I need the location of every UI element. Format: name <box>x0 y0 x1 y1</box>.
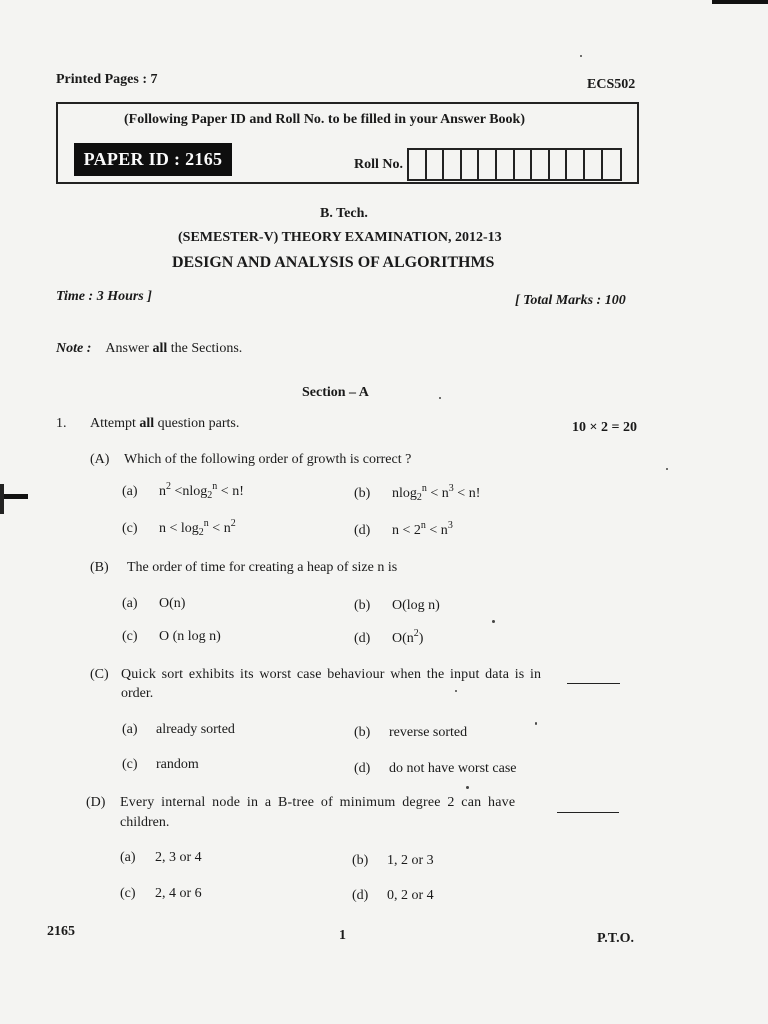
note-label: Note : <box>56 341 92 356</box>
part-c-label: (C) <box>90 667 109 682</box>
option-label: (c) <box>122 629 138 644</box>
total-marks: [ Total Marks : 100 <box>515 293 626 308</box>
option-label: (c) <box>120 886 136 901</box>
part-a-label: (A) <box>90 452 110 467</box>
scan-speck <box>492 620 495 623</box>
scan-margin-mark-vertical <box>0 484 4 514</box>
roll-no-cell[interactable] <box>603 150 621 179</box>
instruction-text-end: question parts. <box>154 416 240 431</box>
option-label: (a) <box>122 722 138 737</box>
roll-no-label: Roll No. <box>354 157 403 172</box>
note-text: Answer <box>105 341 153 356</box>
option-label: (b) <box>352 853 369 868</box>
scan-speck <box>535 722 537 725</box>
option-text: 2, 3 or 4 <box>155 850 202 865</box>
option-label: (a) <box>122 484 138 499</box>
option-label: (b) <box>354 486 371 501</box>
scan-speck <box>580 55 582 57</box>
part-c-question-cont: order. <box>121 686 154 701</box>
roll-no-cell[interactable] <box>515 150 533 179</box>
option-label: (a) <box>120 850 136 865</box>
option-text: $n^2 <nlog_2^n < n$! <box>159 481 244 501</box>
option-label: (d) <box>352 888 369 903</box>
roll-no-cell[interactable] <box>532 150 550 179</box>
question-number: 1. <box>56 416 67 431</box>
exam-time: Time : 3 Hours ] <box>56 289 152 304</box>
exam-title: (SEMESTER-V) THEORY EXAMINATION, 2012-13 <box>178 230 502 245</box>
page-number: 1 <box>339 928 346 943</box>
roll-no-cell[interactable] <box>479 150 497 179</box>
paper-id-label: PAPER ID : 2165 <box>74 143 232 176</box>
option-label: (d) <box>354 631 371 646</box>
roll-no-cell[interactable] <box>409 150 427 179</box>
scan-speck <box>455 690 457 692</box>
pto-label: P.T.O. <box>597 931 634 946</box>
section-heading: Section – A <box>302 385 369 400</box>
roll-no-cell[interactable] <box>497 150 515 179</box>
part-b-question: The order of time for creating a heap of size n is <box>127 560 398 575</box>
roll-no-cell[interactable] <box>567 150 585 179</box>
part-d-label: (D) <box>86 795 106 810</box>
roll-no-cell[interactable] <box>444 150 462 179</box>
option-label: (c) <box>122 757 138 772</box>
option-text: reverse sorted <box>389 725 468 740</box>
subject-title: DESIGN AND ANALYSIS OF ALGORITHMS <box>172 254 495 271</box>
option-text: $nlog_2^n < n^3 < n$! <box>392 483 481 503</box>
option-text: random <box>156 757 199 772</box>
option-text: 2, 4 or 6 <box>155 886 202 901</box>
roll-no-cell[interactable] <box>585 150 603 179</box>
part-d-question-cont: children. <box>120 815 170 830</box>
option-text: $O(n^2)$ <box>392 628 424 646</box>
option-text: already sorted <box>156 722 235 737</box>
option-text: $n < \log_2^n < n^2$ <box>159 518 236 538</box>
option-label: (c) <box>122 521 138 536</box>
box-instruction: (Following Paper ID and Roll No. to be filled in your Answer Book) <box>124 112 525 127</box>
option-text: O (n log n) <box>159 629 221 644</box>
scan-speck <box>439 397 441 399</box>
option-label: (d) <box>354 761 371 776</box>
part-a-question: Which of the following order of growth is correct ? <box>124 452 412 467</box>
scan-edge-mark <box>712 0 768 4</box>
option-label: (a) <box>122 596 138 611</box>
answer-blank <box>557 812 619 813</box>
option-label: (b) <box>354 725 371 740</box>
roll-no-boxes[interactable] <box>407 148 622 181</box>
option-text: 0, 2 or 4 <box>387 888 434 903</box>
course-code: ECS502 <box>587 77 636 92</box>
option-label: (d) <box>354 523 371 538</box>
part-c-question: Quick sort exhibits its worst case behaviour when the input data is in <box>121 667 542 682</box>
option-text: 1, 2 or 3 <box>387 853 434 868</box>
part-b-label: (B) <box>90 560 109 575</box>
roll-no-cell[interactable] <box>550 150 568 179</box>
footer-paper-id: 2165 <box>47 924 75 939</box>
part-d-question: Every internal node in a B-tree of minimum degree 2 can have <box>120 795 516 810</box>
option-text: $n < 2^n < n^3$ <box>392 520 453 538</box>
scan-margin-mark <box>0 494 28 499</box>
scan-speck <box>466 786 469 789</box>
question-instruction <box>90 416 239 432</box>
scan-speck <box>666 468 668 470</box>
roll-no-cell[interactable] <box>427 150 445 179</box>
degree-title: B. Tech. <box>320 206 368 221</box>
instruction-text: Attempt <box>90 416 140 431</box>
printed-pages: Printed Pages : 7 <box>56 72 158 87</box>
note-line <box>56 341 242 357</box>
roll-no-cell[interactable] <box>462 150 480 179</box>
instruction-emphasis: all <box>139 416 155 431</box>
note-text-end: the Sections. <box>167 341 243 356</box>
option-label: (b) <box>354 598 371 613</box>
option-text: do not have worst case <box>389 761 517 776</box>
question-marks: 10 × 2 = 20 <box>572 420 637 435</box>
option-text: O(n) <box>159 596 186 611</box>
answer-blank <box>567 683 620 684</box>
note-emphasis: all <box>152 341 168 356</box>
option-text: O(log n) <box>392 598 440 613</box>
